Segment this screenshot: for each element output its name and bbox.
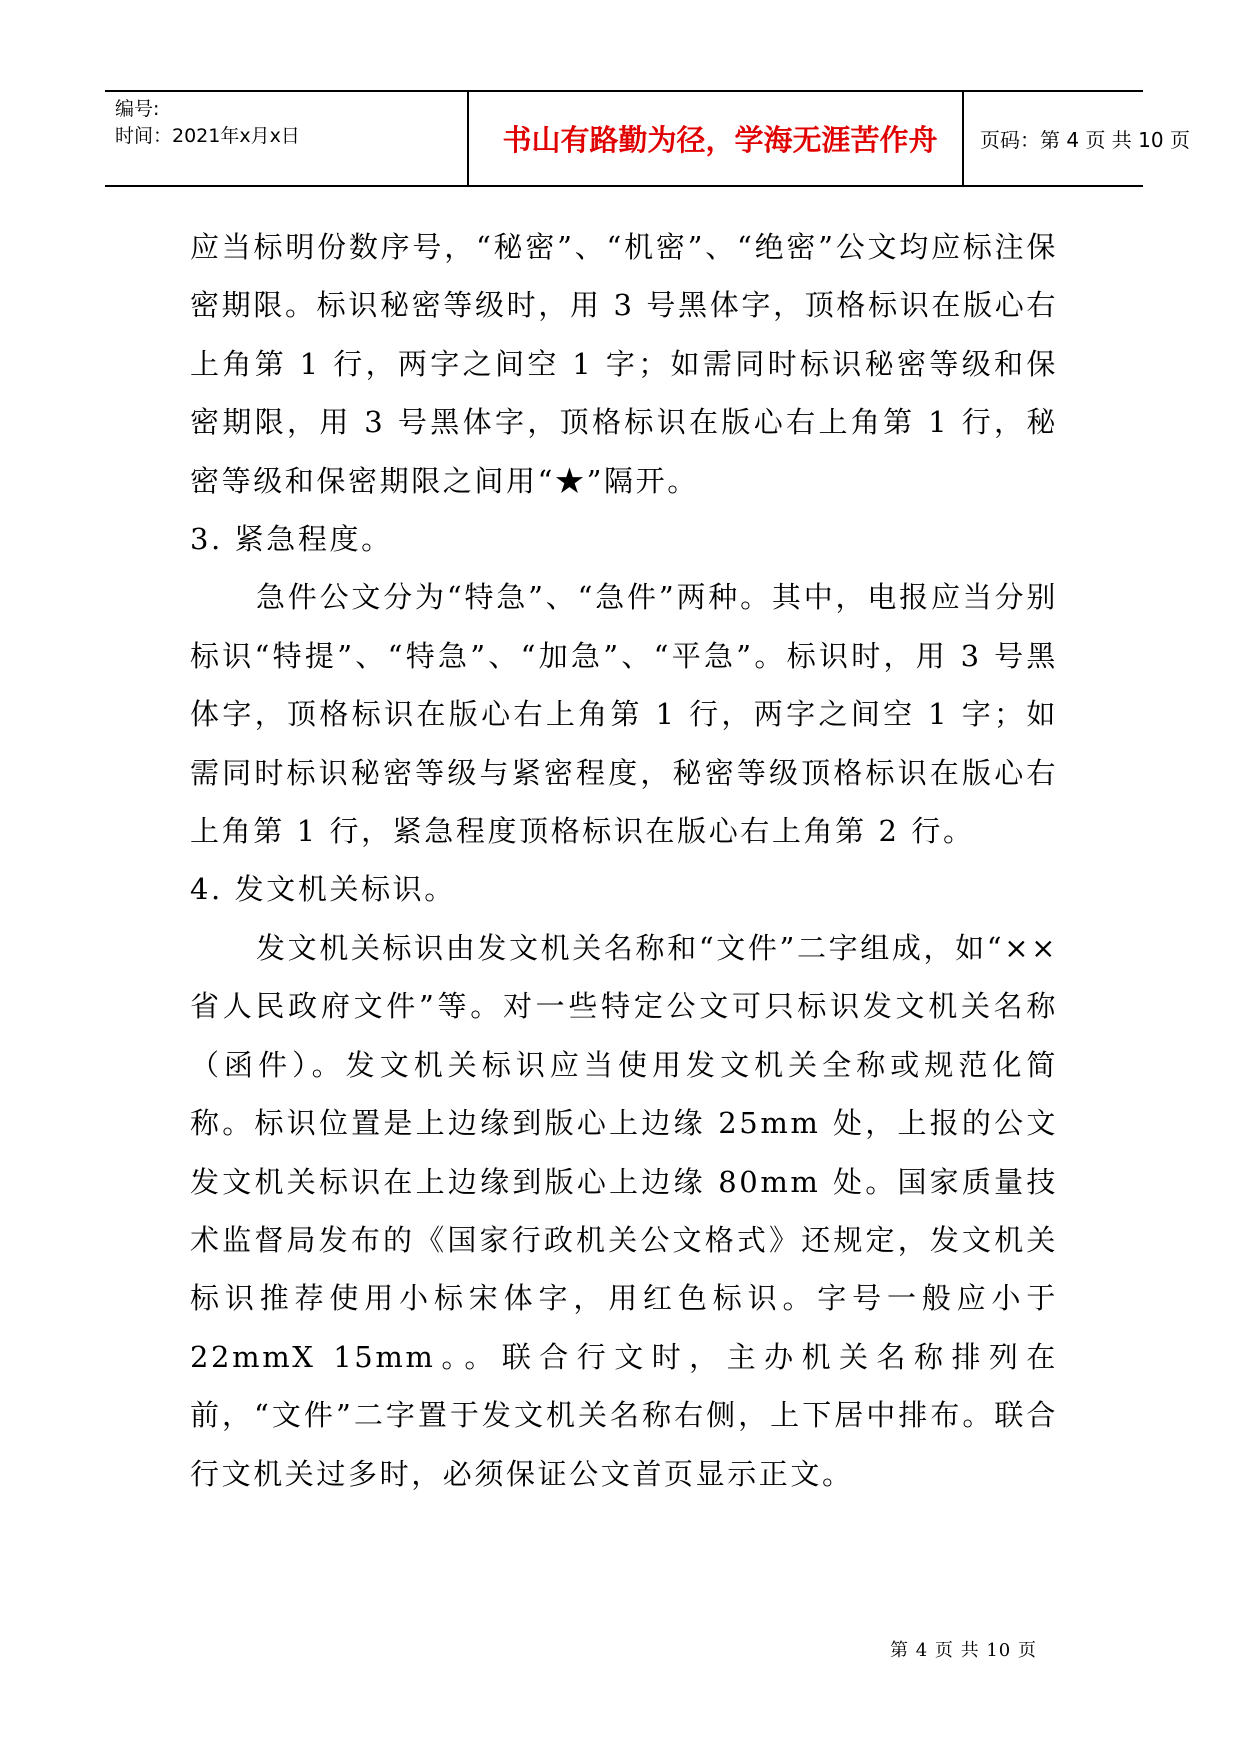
- header-motto: 书山有路勤为径，学海无涯苦作舟: [502, 123, 938, 157]
- paragraph-issuing-authority: 发文机关标识由发文机关名称和“文件”二字组成，如“××省人民政府文件”等。对一些特定公文可只标识发文机关名称（函件）。发文机关标识应当使用发文机关全称或规范化简称。标识位置是上边缘到版心上边缘 25mm 处，上报的公文发文机关标识在上边缘到版心上边缘 80mm 处。国家质量技术监督局发布的《国家行政机关公文格式》还规定，发文机关标识推荐使用小标宋体字，用红色标识。字号一般应小于 22mmX 15mm。。联合行文时，主办机关名称排列在前，“文件”二字置于发文机关名称右侧，上下居中排布。联合行文机关过多时，必须保证公文首页显示正文。: [190, 930, 1058, 1491]
- heading-issuing-authority: 4. 发文机关标识。: [190, 872, 456, 907]
- page-header: [105, 90, 1190, 187]
- heading-urgency: 3. 紧急程度。: [190, 522, 393, 557]
- header-divider-right: [962, 92, 964, 185]
- paragraph-urgency: 急件公文分为“特急”、“急件”两种。其中，电报应当分别标识“特提”、“特急”、“加急”、“平急”。标识时，用 3 号黑体字，顶格标识在版心右上角第 1 行，两字之间空 1 字；如需同时标识秘密等级与紧密程度，秘密等级顶格标识在版心右上角第 1 行，紧急程度顶格标识在版心右上角第 2 行。: [190, 580, 1058, 849]
- header-page-label: 页码：第 4 页 共 10 页: [980, 128, 1190, 152]
- header-divider-left: [467, 92, 469, 185]
- document-number-label: 编号:: [115, 98, 160, 120]
- header-meta: [115, 96, 300, 150]
- document-time-label: 时间：2021年x月x日: [115, 125, 300, 147]
- paragraph-secrecy-continued: 应当标明份数序号，“秘密”、“机密”、“绝密”公文均应标注保密期限。标识秘密等级时，用 3 号黑体字，顶格标识在版心右上角第 1 行，两字之间空 1 字；如需同时标识秘密等级和保密期限，用 3 号黑体字，顶格标识在版心右上角第 1 行，秘密等级和保密期限之间用“★”隔开。: [190, 230, 1058, 498]
- document-body: [190, 218, 1058, 1503]
- page-footer: 第 4 页 共 10 页: [890, 1640, 1037, 1661]
